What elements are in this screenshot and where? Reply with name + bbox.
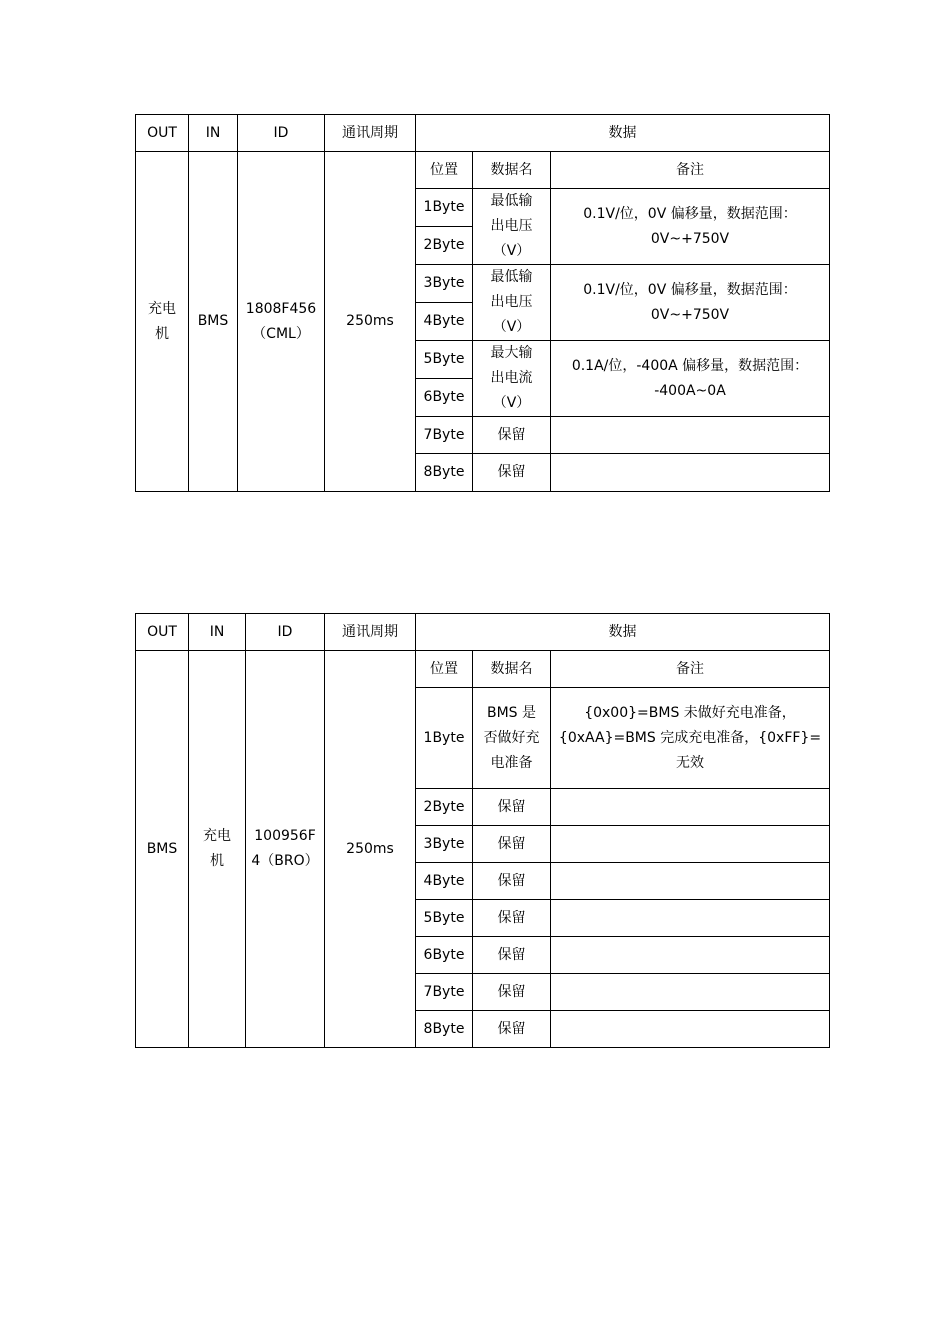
note-line: 0.1V/位，0V 偏移量，数据范围： — [583, 205, 797, 222]
pos-cell: 1Byte — [416, 189, 473, 227]
note-line: {0xAA}=BMS 完成充电准备，{0xFF}= — [558, 729, 822, 746]
in-cell: 充电机 — [189, 651, 246, 1048]
id-cell — [246, 651, 325, 1048]
header-out: OUT — [136, 115, 189, 152]
note-cell — [551, 341, 830, 417]
note-cell — [551, 265, 830, 341]
name-cell: BMS 是否做好充电准备 — [473, 688, 551, 789]
in-cell: BMS — [189, 152, 238, 492]
id-line: 100956F — [254, 828, 316, 844]
id-cell — [238, 152, 325, 492]
header-id: ID — [246, 614, 325, 651]
subheader-name: 数据名 — [473, 651, 551, 688]
header-data: 数据 — [416, 614, 830, 651]
note-line: 0V~+750V — [650, 306, 730, 323]
name-cell: 保留 — [473, 937, 551, 974]
name-cell: 保留 — [473, 863, 551, 900]
note-cell — [551, 900, 830, 937]
subheader-pos: 位置 — [416, 651, 473, 688]
name-cell: 保留 — [473, 974, 551, 1011]
subheader-name: 数据名 — [473, 152, 551, 189]
note-line: 无效 — [676, 754, 704, 771]
note-cell — [551, 863, 830, 900]
name-cell: 保留 — [473, 826, 551, 863]
header-in: IN — [189, 614, 246, 651]
note-cell — [551, 189, 830, 265]
pos-cell: 8Byte — [416, 1011, 473, 1048]
name-cell: 保留 — [473, 417, 551, 454]
header-data: 数据 — [416, 115, 830, 152]
pos-cell: 3Byte — [416, 826, 473, 863]
note-cell — [551, 1011, 830, 1048]
note-line: 0.1A/位，-400A 偏移量，数据范围： — [571, 357, 809, 374]
note-cell — [551, 937, 830, 974]
out-cell: 充电机 — [136, 152, 189, 492]
header-out: OUT — [136, 614, 189, 651]
table-header-row — [136, 115, 830, 152]
pos-cell: 4Byte — [416, 863, 473, 900]
id-line: 4（BRO） — [251, 853, 319, 869]
note-cell — [551, 688, 830, 789]
pos-cell: 6Byte — [416, 937, 473, 974]
id-line: 1808F456 — [245, 300, 317, 317]
header-period: 通讯周期 — [325, 614, 416, 651]
pos-cell: 7Byte — [416, 974, 473, 1011]
name-cell: 最大输出电流（V） — [473, 341, 551, 417]
out-cell: BMS — [136, 651, 189, 1048]
bro-message-table — [135, 613, 830, 1048]
pos-cell: 8Byte — [416, 454, 473, 492]
pos-cell: 5Byte — [416, 900, 473, 937]
note-cell — [551, 417, 830, 454]
note-cell — [551, 974, 830, 1011]
period-cell: 250ms — [325, 152, 416, 492]
pos-cell: 2Byte — [416, 227, 473, 265]
name-cell: 保留 — [473, 789, 551, 826]
name-cell: 最低输出电压（V） — [473, 189, 551, 265]
table-header-row — [136, 614, 830, 651]
note-line: 0V~+750V — [650, 230, 730, 247]
table-row — [136, 651, 830, 688]
table-row — [136, 152, 830, 189]
subheader-note: 备注 — [551, 152, 830, 189]
note-cell — [551, 454, 830, 492]
period-cell: 250ms — [325, 651, 416, 1048]
pos-cell: 4Byte — [416, 303, 473, 341]
name-cell: 保留 — [473, 1011, 551, 1048]
id-line: （CML） — [252, 325, 310, 342]
note-line: -400A~0A — [654, 382, 726, 399]
pos-cell: 3Byte — [416, 265, 473, 303]
header-id: ID — [238, 115, 325, 152]
note-line: 0.1V/位，0V 偏移量，数据范围： — [583, 281, 797, 298]
cml-message-table — [135, 114, 830, 492]
pos-cell: 1Byte — [416, 688, 473, 789]
pos-cell: 2Byte — [416, 789, 473, 826]
header-in: IN — [189, 115, 238, 152]
pos-cell: 6Byte — [416, 379, 473, 417]
subheader-pos: 位置 — [416, 152, 473, 189]
header-period: 通讯周期 — [325, 115, 416, 152]
name-cell: 最低输出电压（V） — [473, 265, 551, 341]
name-cell: 保留 — [473, 900, 551, 937]
note-cell — [551, 826, 830, 863]
note-line: {0x00}=BMS 未做好充电准备， — [584, 704, 796, 721]
pos-cell: 7Byte — [416, 417, 473, 454]
name-cell: 保留 — [473, 454, 551, 492]
subheader-note: 备注 — [551, 651, 830, 688]
note-cell — [551, 789, 830, 826]
pos-cell: 5Byte — [416, 341, 473, 379]
